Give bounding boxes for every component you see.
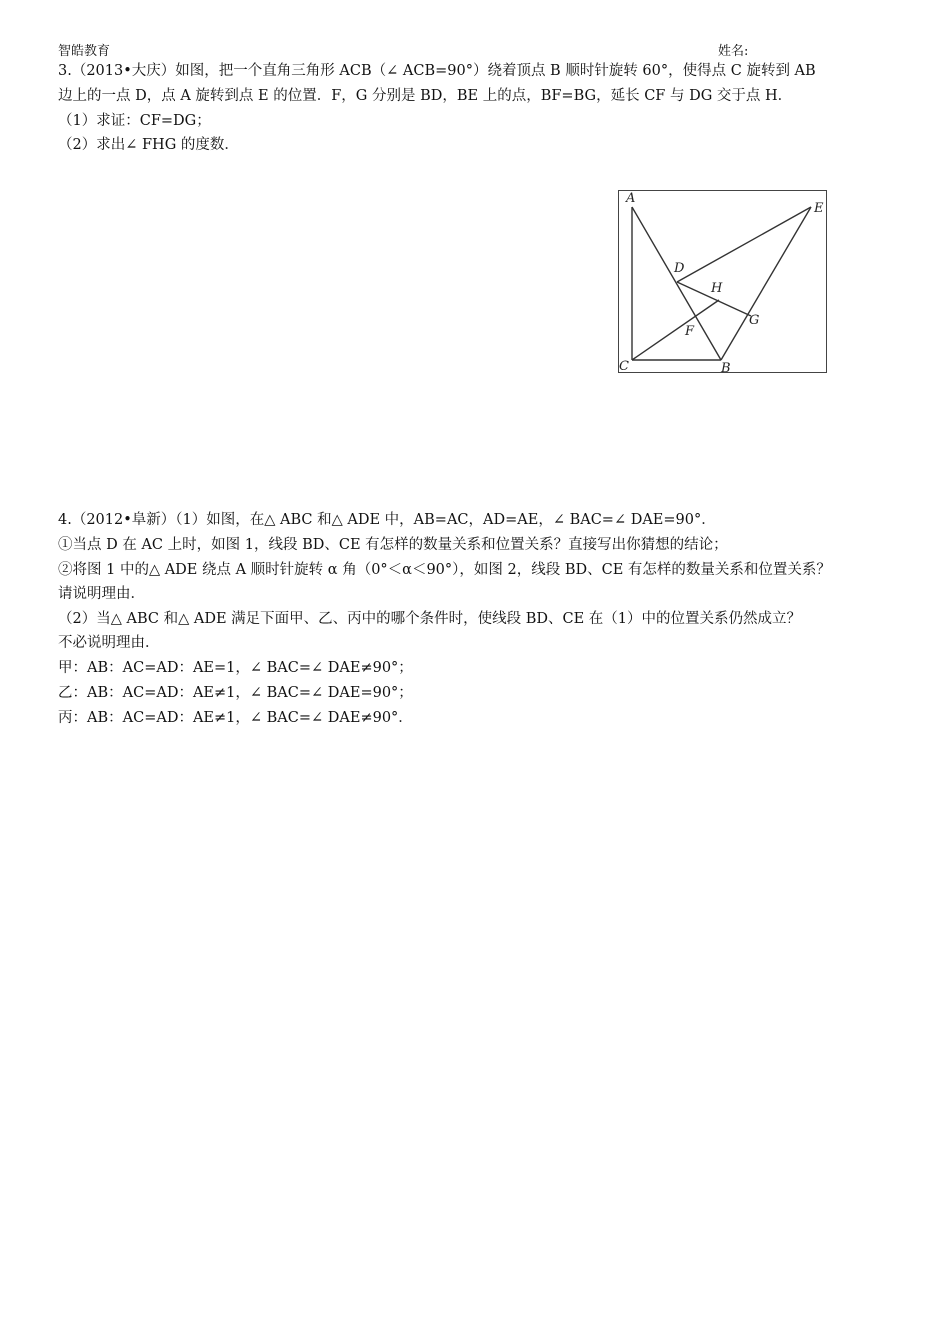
segment-CH [632, 300, 719, 360]
q3-figure [618, 190, 828, 374]
header-left: 智皓教育 [58, 44, 111, 59]
segment-AB [632, 207, 721, 360]
label-A: A [626, 191, 636, 206]
label-D: D [674, 261, 685, 276]
q4-cond1: 甲：AB：AC=AD：AE=1，∠ BAC=∠ DAE≠90°； [58, 660, 413, 676]
q4-line1: 4.（2012•阜新）（1）如图，在△ ABC 和△ ADE 中，AB=AC，AD=AE，∠ BAC=∠ DAE=90°． [58, 512, 716, 528]
label-C: C [619, 359, 629, 374]
label-E: E [814, 201, 824, 216]
label-F: F [685, 324, 695, 339]
q3-line1: 3.（2013•大庆）如图，把一个直角三角形 ACB（∠ ACB=90°）绕着顶点 B 顺时针旋转 60°，使得点 C 旋转到 AB [58, 63, 816, 79]
q4-line4: 请说明理由． [58, 586, 145, 602]
label-G: G [749, 313, 760, 328]
q4-cond2: 乙：AB：AC=AD：AE≠1，∠ BAC=∠ DAE=90°； [58, 685, 413, 701]
label-B: B [721, 361, 731, 374]
segment-BE [721, 207, 811, 360]
header-right: 姓名: [718, 44, 749, 59]
segment-DE [677, 207, 811, 282]
figure-border [619, 191, 827, 373]
q4-cond3: 丙：AB：AC=AD：AE≠1，∠ BAC=∠ DAE≠90°． [58, 710, 413, 726]
geometry-diagram [618, 190, 828, 374]
q4-line5: （2）当△ ABC 和△ ADE 满足下面甲、乙、丙中的哪个条件时，使线段 BD、CE 在（1）中的位置关系仍然成立？ [58, 611, 802, 627]
q3-part2: （2）求出∠ FHG 的度数． [58, 137, 239, 153]
q4-line2: ①当点 D 在 AC 上时，如图 1，线段 BD、CE 有怎样的数量关系和位置关系？直接写出你猜想的结论； [58, 537, 728, 553]
q4-line3: ②将图 1 中的△ ADE 绕点 A 顺时针旋转 α 角（0°＜α＜90°），如图 2，线段 BD、CE 有怎样的数量关系和位置关系？ [58, 562, 831, 578]
q3-part1: （1）求证：CF=DG； [58, 113, 211, 129]
q3-line2: 边上的一点 D，点 A 旋转到点 E 的位置．F，G 分别是 BD，BE 上的点，BF=BG，延长 CF 与 DG 交于点 H． [58, 88, 793, 104]
label-H: H [711, 281, 723, 296]
q4-line6: 不必说明理由． [58, 635, 160, 651]
